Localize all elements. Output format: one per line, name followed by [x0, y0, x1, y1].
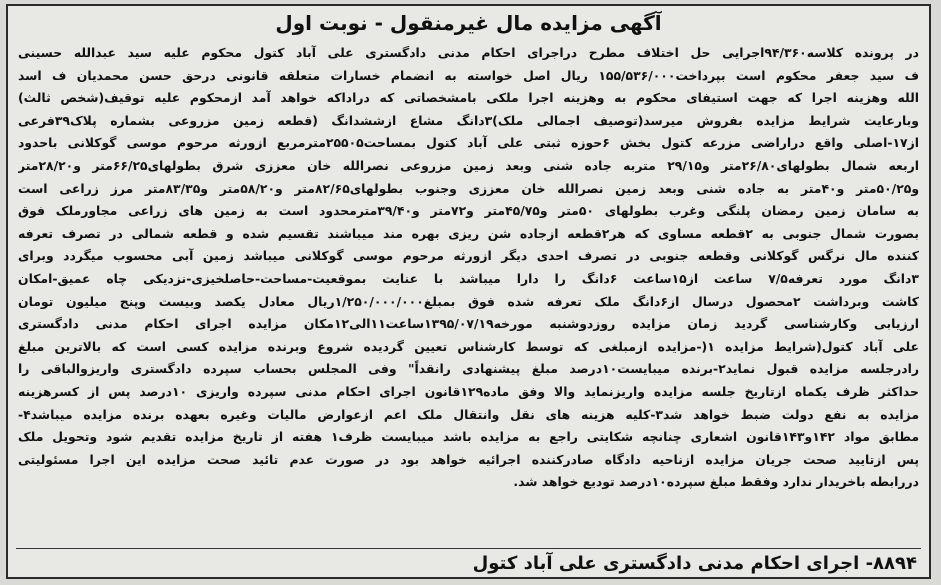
- notice-line: کاشت وبرداشت ۲محصول درسال از۶دانگ ملک تعرفه شده فوق بمبلغ۱/۲۵۰/۰۰۰/۰۰۰ریال معادل یکصد وبیست وپنج میلیون تومان: [18, 293, 919, 309]
- auction-notice: [6, 4, 931, 579]
- notice-line: اربعه شمال بطولهای۲۶/۸۰متر و۲۹/۱۵ متربه جاده شنی وبعد زمین مزروعی نصرالله خان معززی شرق بطولهای۶۶/۲۵متر و۲۸/۲۰متر: [18, 157, 919, 173]
- notice-line: پس ازتایید صحت جریان مزایده ازناحیه دادگاه صادرکننده اجرائیه خواهد بود در صورت عدم تائید صحت مزایده این اجرا مسئولیتی: [18, 451, 919, 467]
- notice-line: الله وهزینه اجرا که جهت استیفای محکوم به وهزینه اجرا ملکی بامشخصاتی که دراداکه خواهد آمد ازمحکوم علیه توقیف(شخص ثالث): [18, 90, 919, 106]
- notice-line: مطابق مواد ۱۴۲و۱۴۳قانون اشعاری چنانچه شکایتی راجع به مزایده باشد میبایست ظرف۱ هفته از تاریخ مزایده تقدیم شود وتحویل ملک: [18, 429, 919, 445]
- notice-line: کننده مال نرگس گوکلانی وقطعه جنوبی در تصرف احدی دیگر ازورثه مرحوم موسی گوکلانی میباشد زمین آبی محسوب میگردد وبرای: [18, 248, 919, 264]
- notice-line: از۱۷-اصلی واقع دراراضی مزرعه کتول بخش ۶حوزه ثبتی علی آباد کتول بمساحت۲۵۵۰۵مترمربع ازورثه مرحوم موسی گوکلانی باحدود: [18, 135, 919, 151]
- notice-line: به سامان زمین رمضان پلنگی وغرب بطولهای ۵۰متر و۴۵/۷۵متر و۷۲متر و۳۹/۴۰مترمحدود است به زمین های زراعی مجاورملک فوق: [18, 203, 919, 219]
- notice-line: ارزیابی وکارشناسی گردید زمان مزایده روزدوشنبه مورخه۱۳۹۵/۰۷/۱۹ساعت۱۱الی۱۲مکان مزایده اجرای احکام مدنی دادگستری: [18, 316, 919, 332]
- notice-title: آگهی مزایده مال غیرمنقول - نوبت اول: [275, 11, 662, 35]
- notice-line: حداکثر ظرف یکماه ازتاریخ جلسه مزایده واریزنماید والا وفق ماده۱۲۹قانون اجرای احکام مدنی سپرده واریزی ۱۰درصد پس از کسرهزینه: [18, 383, 919, 399]
- footer-divider: [16, 548, 921, 549]
- notice-line: دررابطه باخریدار ندارد وفقط مبلغ سپرده۱۰درصد تودیع خواهد شد.: [513, 474, 919, 490]
- notice-footer: ۸۸۹۴- اجرای احکام مدنی دادگستری علی آباد کتول: [472, 553, 917, 574]
- notice-line: مزایده به نفع دولت ضبط خواهد شد۳-کلیه هزینه های نقل وانتقال ملک اعم ازعوارض مالیات وغیره بعهده برنده مزایده میباشد۴-: [18, 406, 919, 422]
- notice-line: علی آباد کتول(شرایط مزایده ۱(-مزایده ازمبلغی که توسط کارشناس تعیین گردیده شروع وبرنده مزایده کسی است که بالاترین مبلغ: [18, 338, 919, 354]
- notice-line: در پرونده کلاسه۹۴/۳۶۰اجرایی حل اختلاف مطرح دراجرای احکام مدنی دادگستری علی آباد کتول محکوم علیه سید عبدالله حسینی: [18, 45, 919, 60]
- notice-line: ۳دانگ مورد تعرفه۷/۵ ساعت از۱۵ساعت ۶دانگ را دارا میباشد با عنایت بموقعیت-مساحت-حاصلخیزی-نزدیکی چاه عمیق-امکان: [18, 270, 919, 286]
- notice-line: بصورت شمال جنوبی به ۲قطعه مساوی که هر۲قطعه ازجاده شن ریزی بهره مند میباشند تقسیم شده و قطعه شمالی در تصرف تعرفه: [18, 225, 919, 241]
- notice-line: رادرجلسه مزایده قبول نماید۲-برنده میبایست۱۰درصد مبلغ پیشنهادی رانقداً" وفی المجلس بحساب سپرده دادگستری واریزوالباقی را: [18, 361, 919, 377]
- notice-line: وبارعایت شرایط مزایده بفروش میرسد(توصیف اجمالی ملک)۳دانگ مشاع ازششدانگ (قطعه زمین مزروعی بشماره پلاک۳۹فرعی: [18, 112, 919, 128]
- notice-line: ف سید جعفر محکوم است بپرداخت۱۵۵/۵۳۶/۰۰۰ ریال اصل خواسته به انضمام خسارات متعلقه قانونی درحق حسن محمدیان ف اسد: [18, 67, 919, 83]
- notice-line: و۵۰/۲۵متر و۴۰متر به جاده شنی وبعد زمین نصرالله خان معززی وجنوب بطولهای۸۲/۶۵متر و۵۸/۲۰متر و۸۳/۳۵متر مرز زراعی است: [18, 180, 919, 196]
- notice-body: [18, 42, 919, 494]
